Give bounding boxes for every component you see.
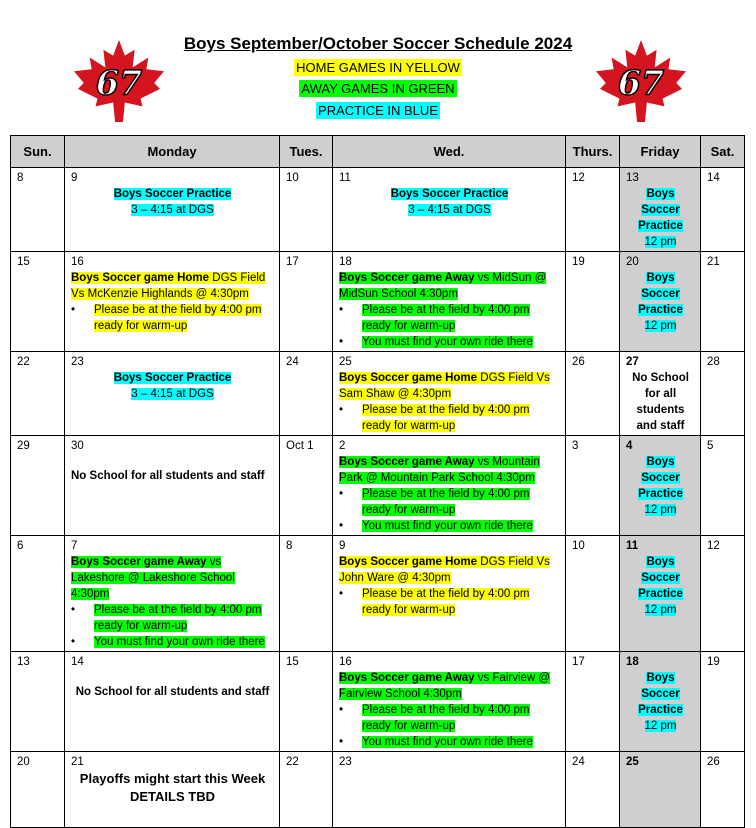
field-note: • Please be at the field by 4:00 pm ready for warm-up [71, 304, 262, 332]
legend-home: HOME GAMES IN YELLOW [296, 60, 460, 75]
day-cell: 16 Boys Soccer game Home DGS Field Vs McKenzie Highlands @ 4:30pm • Please be at the field by 4:00 pm ready for warm-up [65, 252, 280, 352]
week-row [11, 436, 745, 536]
playoffs-note: Playoffs might start this Week DETAILS TBD [79, 771, 266, 804]
day-cell: 2 Boys Soccer game Away vs Mountain Park @ Mountain Park School 4:30pm • Please be at the field by 4:00 pm ready for warm-up • You must find your own ride there [333, 436, 566, 536]
week-row [11, 168, 745, 252]
practice-event: Boys Soccer Practice 12 pm [638, 272, 683, 332]
ride-note: • You must find your own ride there [339, 736, 533, 748]
page-title: Boys September/October Soccer Schedule 2024 [183, 34, 573, 53]
day-cell: 8 [11, 168, 65, 252]
practice-event: Boys Soccer Practice 12 pm [638, 456, 683, 516]
day-cell: 10 [280, 168, 333, 252]
day-header: Tues. [280, 136, 333, 168]
calendar-table [10, 135, 745, 828]
schedule-header [0, 0, 756, 135]
day-cell: 14 No School for all students and staff [65, 652, 280, 752]
away-game-event: Boys Soccer game Away vs Fairview @ Fairview School 4:30pm [339, 672, 551, 700]
day-cell: 19 [566, 252, 620, 352]
field-note: • Please be at the field by 4:00 pm ready for warm-up [339, 704, 530, 732]
no-school-note: No School for all students and staff [75, 686, 270, 698]
day-cell: 29 [11, 436, 65, 536]
day-cell: 28 [701, 352, 745, 436]
weekday-header-row [11, 136, 745, 168]
day-cell: 24 [566, 752, 620, 828]
week-row [11, 752, 745, 828]
day-cell: 26 [566, 352, 620, 436]
day-cell: 9 Boys Soccer game Home DGS Field Vs John Ware @ 4:30pm • Please be at the field by 4:00 pm ready for warm-up [333, 536, 566, 652]
day-cell: 8 [280, 536, 333, 652]
no-school-note: No School for all students and staff [632, 372, 689, 432]
day-cell: 23 [333, 752, 566, 828]
week-row [11, 652, 745, 752]
day-cell: 24 [280, 352, 333, 436]
away-game-event: Boys Soccer game Away vs MidSun @ MidSun School 4:30pm [339, 272, 547, 300]
day-cell: 9 Boys Soccer Practice 3 – 4:15 at DGS [65, 168, 280, 252]
week-row [11, 252, 745, 352]
practice-event: Boys Soccer Practice 12 pm [638, 188, 683, 248]
day-header: Monday [65, 136, 280, 168]
day-cell: 17 [280, 252, 333, 352]
day-cell: 10 [566, 536, 620, 652]
day-cell: 6 [11, 536, 65, 652]
day-cell: 5 [701, 436, 745, 536]
day-cell: 27 No School for all students and staff [620, 352, 701, 436]
day-cell: 22 [11, 352, 65, 436]
day-cell: 15 [11, 252, 65, 352]
day-cell: 19 [701, 652, 745, 752]
ride-note: • You must find your own ride there [339, 520, 533, 532]
week-row [11, 352, 745, 436]
home-game-event: Boys Soccer game Home DGS Field Vs McKenzie Highlands @ 4:30pm [71, 272, 266, 300]
day-cell: 25 Boys Soccer game Home DGS Field Vs Sam Shaw @ 4:30pm • Please be at the field by 4:00 pm ready for warm-up [333, 352, 566, 436]
field-note: • Please be at the field by 4:00 pm ready for warm-up [339, 488, 530, 516]
legend-practice: PRACTICE IN BLUE [318, 103, 438, 118]
practice-event: Boys Soccer Practice 3 – 4:15 at DGS [113, 372, 232, 400]
field-note: • Please be at the field by 4:00 pm ready for warm-up [71, 604, 262, 632]
day-cell: 18 Boys Soccer Practice 12 pm [620, 652, 701, 752]
svg-text:67: 67 [95, 63, 143, 103]
ride-note: • You must find your own ride there [339, 336, 533, 348]
day-header: Wed. [333, 136, 566, 168]
day-cell: 14 [701, 168, 745, 252]
day-cell: 18 Boys Soccer game Away vs MidSun @ MidSun School 4:30pm • Please be at the field by 4:00 pm ready for warm-up • You must find your own ride there [333, 252, 566, 352]
practice-event: Boys Soccer Practice 3 – 4:15 at DGS [390, 188, 509, 216]
day-cell: 17 [566, 652, 620, 752]
day-cell: 21 Playoffs might start this Week DETAILS TBD [65, 752, 280, 828]
day-cell: 7 Boys Soccer game Away vs Lakeshore @ Lakeshore School 4:30pm • Please be at the field by 4:00 pm ready for warm-up • You must find your own ride there [65, 536, 280, 652]
day-cell: 12 [566, 168, 620, 252]
away-game-event: Boys Soccer game Away vs Lakeshore @ Lakeshore School 4:30pm [71, 556, 235, 600]
day-cell: 30 No School for all students and staff [65, 436, 280, 536]
practice-event: Boys Soccer Practice 12 pm [638, 672, 683, 732]
day-cell: 3 [566, 436, 620, 536]
day-cell: 22 [280, 752, 333, 828]
ride-note: • You must find your own ride there [71, 636, 265, 648]
day-cell: 12 [701, 536, 745, 652]
day-cell: 20 [11, 752, 65, 828]
field-note: • Please be at the field by 4:00 pm ready for warm-up [339, 304, 530, 332]
day-header: Friday [620, 136, 701, 168]
day-cell: 4 Boys Soccer Practice 12 pm [620, 436, 701, 536]
day-cell: 13 Boys Soccer Practice 12 pm [620, 168, 701, 252]
week-row [11, 536, 745, 652]
day-header: Thurs. [566, 136, 620, 168]
day-cell: 21 [701, 252, 745, 352]
day-cell: Oct 1 [280, 436, 333, 536]
field-note: • Please be at the field by 4:00 pm ready for warm-up [339, 588, 530, 616]
day-header: Sat. [701, 136, 745, 168]
field-note: • Please be at the field by 4:00 pm ready for warm-up [339, 404, 530, 432]
practice-event: Boys Soccer Practice 12 pm [638, 556, 683, 616]
day-cell: 16 Boys Soccer game Away vs Fairview @ Fairview School 4:30pm • Please be at the field by 4:00 pm ready for warm-up • You must find your own ride there [333, 652, 566, 752]
away-game-event: Boys Soccer game Away vs Mountain Park @ Mountain Park School 4:30pm [339, 456, 540, 484]
day-cell: 13 [11, 652, 65, 752]
day-cell: 15 [280, 652, 333, 752]
day-cell: 26 [701, 752, 745, 828]
day-cell: 11 Boys Soccer Practice 3 – 4:15 at DGS [333, 168, 566, 252]
day-cell: 23 Boys Soccer Practice 3 – 4:15 at DGS [65, 352, 280, 436]
legend-away: AWAY GAMES IN GREEN [301, 81, 455, 96]
home-game-event: Boys Soccer game Home DGS Field Vs John Ware @ 4:30pm [339, 556, 550, 584]
practice-event: Boys Soccer Practice 3 – 4:15 at DGS [113, 188, 232, 216]
home-game-event: Boys Soccer game Home DGS Field Vs Sam Shaw @ 4:30pm [339, 372, 550, 400]
day-header: Sun. [11, 136, 65, 168]
svg-text:67: 67 [617, 63, 665, 103]
day-cell: 11 Boys Soccer Practice 12 pm [620, 536, 701, 652]
day-cell: 25 [620, 752, 701, 828]
day-cell: 20 Boys Soccer Practice 12 pm [620, 252, 701, 352]
no-school-note: No School for all students and staff [71, 470, 265, 482]
